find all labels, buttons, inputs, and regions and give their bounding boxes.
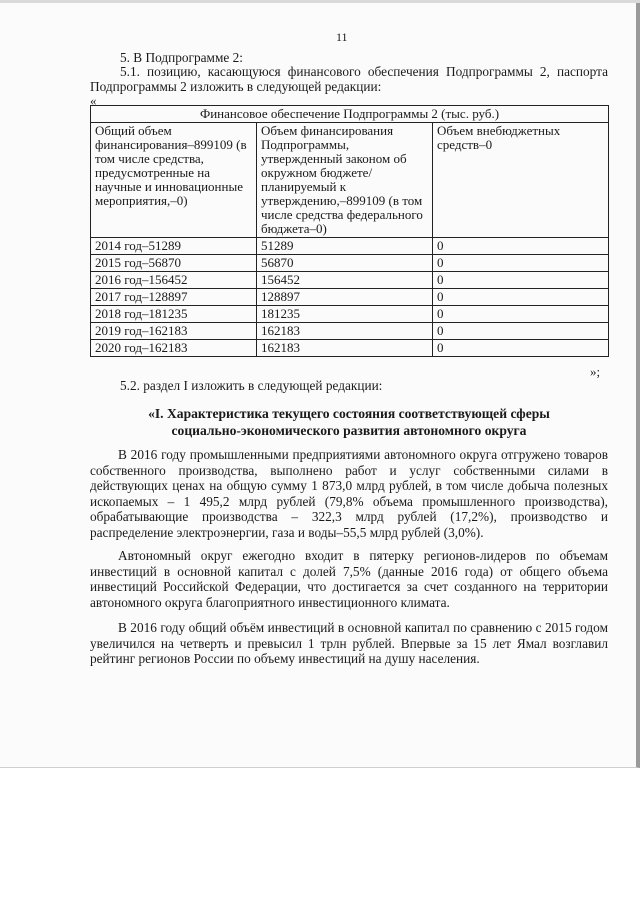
row-year-total: 2015 год–56870 <box>91 255 257 272</box>
row-budget-value: 181235 <box>257 306 433 323</box>
page-number: 11 <box>336 30 348 44</box>
row-extrabudgetary-value: 0 <box>433 255 609 272</box>
table-row <box>91 340 609 357</box>
row-budget-value: 156452 <box>257 272 433 289</box>
section-heading-line-1: «I. Характеристика текущего состояния соответствующей сферы <box>148 406 550 421</box>
paragraph-investment-rank: Автономный округ ежегодно входит в пятерку регионов-лидеров по объемам инвестиций в основной капитал с долей 7,5% (данные 2016 года) от общего объема инвестиций Российской Федерации, что достигается за счет созданного на территории автономного округа благоприятного инвестиционного климата. <box>90 548 608 610</box>
paragraph-industry: В 2016 году промышленными предприятиями автономного округа отгружено товаров собственного производства, выполнено работ и услуг собственными силами в действующих ценах на общую сумму 1 873,0 млрд рублей, в том числе добыча полезных ископаемых – 1 495,2 млрд рублей (79,8% объема промышленного производства), обрабатывающие производства – 322,3 млрд рублей (17,2%), производство и распределение электроэнергии, газа и воды–55,5 млрд рублей (3,0%). <box>90 447 608 540</box>
table-header-row <box>91 123 609 238</box>
closing-quote: »; <box>590 364 601 379</box>
row-budget-value: 51289 <box>257 238 433 255</box>
row-year-total: 2018 год–181235 <box>91 306 257 323</box>
table-row <box>91 238 609 255</box>
item-5-heading: 5. В Подпрограмме 2: <box>120 50 243 65</box>
paragraph-investment-growth: В 2016 году общий объём инвестиций в основной капитал по сравнению с 2015 годом увеличился на четверть и превысил 1 трлн рублей. Впервые за 15 лет Ямал возглавил рейтинг регионов России по объему инвестиций на душу населения. <box>90 620 608 667</box>
table-caption-row <box>91 106 609 123</box>
row-extrabudgetary-value: 0 <box>433 306 609 323</box>
header-total-financing: Общий объем финансирования–899109 (в том числе средства, предусмотренные на научные и инновационные мероприятия,–0) <box>91 123 257 238</box>
item-5-1-text: 5.1. позицию, касающуюся финансового обеспечения Подпрограммы 2, паспорта Подпрограммы 2 изложить в следующей редакции: <box>90 64 608 94</box>
item-5-2-text: 5.2. раздел I изложить в следующей редакции: <box>120 378 383 393</box>
row-extrabudgetary-value: 0 <box>433 289 609 306</box>
row-year-total: 2019 год–162183 <box>91 323 257 340</box>
row-budget-value: 162183 <box>257 323 433 340</box>
financing-table <box>90 105 609 357</box>
row-extrabudgetary-value: 0 <box>433 272 609 289</box>
opening-quote: « <box>90 93 97 108</box>
table-row <box>91 255 609 272</box>
row-year-total: 2014 год–51289 <box>91 238 257 255</box>
section-heading-line-2: социально-экономического развития автономного округа <box>171 423 527 438</box>
row-budget-value: 162183 <box>257 340 433 357</box>
scan-top-edge <box>0 0 640 3</box>
row-year-total: 2020 год–162183 <box>91 340 257 357</box>
table-caption: Финансовое обеспечение Подпрограммы 2 (тыс. руб.) <box>91 106 609 123</box>
row-year-total: 2017 год–128897 <box>91 289 257 306</box>
row-year-total: 2016 год–156452 <box>91 272 257 289</box>
row-extrabudgetary-value: 0 <box>433 340 609 357</box>
header-budget-financing: Объем финансирования Подпрограммы, утвержденный законом об окружном бюджете/ планируемый к утверждению,–899109 (в том числе средства федерального бюджета–0) <box>257 123 433 238</box>
table-row <box>91 323 609 340</box>
table-row <box>91 306 609 323</box>
row-extrabudgetary-value: 0 <box>433 238 609 255</box>
header-extrabudgetary: Объем внебюджетных средств–0 <box>433 123 609 238</box>
row-budget-value: 56870 <box>257 255 433 272</box>
table-row <box>91 289 609 306</box>
table-row <box>91 272 609 289</box>
row-extrabudgetary-value: 0 <box>433 323 609 340</box>
row-budget-value: 128897 <box>257 289 433 306</box>
